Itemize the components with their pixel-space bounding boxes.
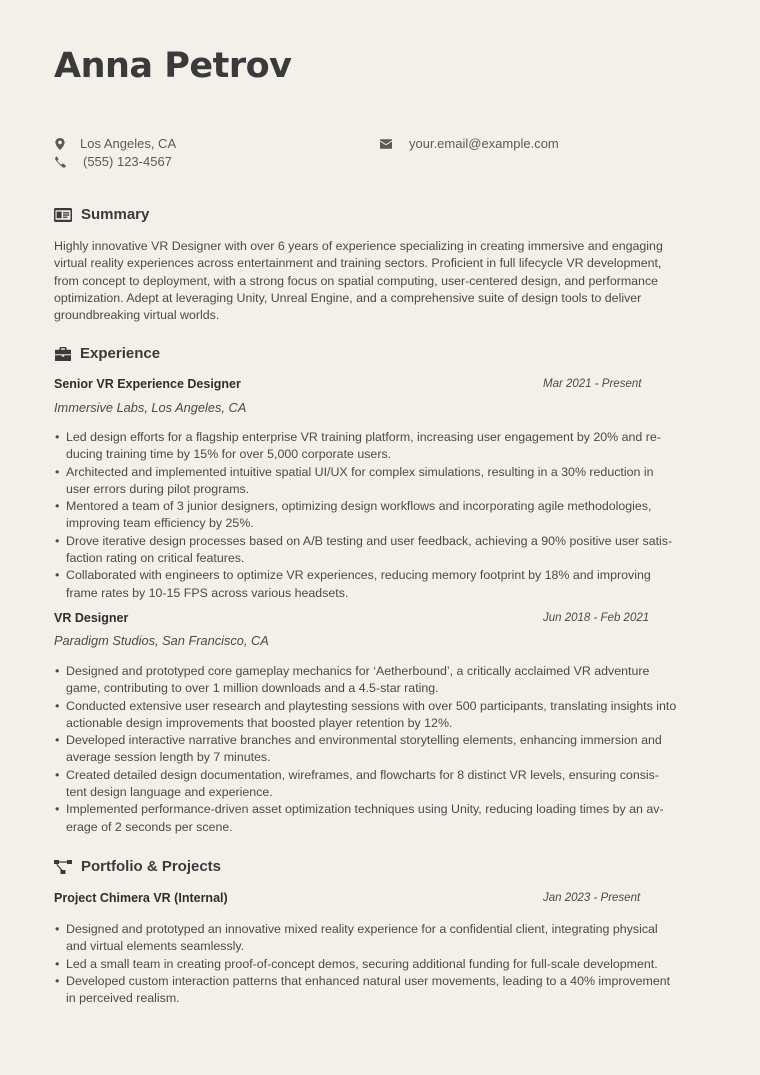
portfolio-heading — [54, 858, 221, 875]
list-item: • Developed custom interaction patterns that enhanced natural user movements, leading to a 40% improvement in perceived realism. — [54, 973, 710, 1008]
summary-text — [54, 238, 704, 324]
summary-heading — [54, 206, 149, 223]
diagram-nodes-icon — [54, 860, 81, 874]
project-bullets — [54, 921, 710, 1007]
list-item: • Architected and implemented intuitive spatial UI/UX for complex simulations, resulting in a 30% reduction in user errors during pilot programs. — [54, 464, 710, 499]
experience-heading — [54, 345, 160, 362]
list-item: • Designed and prototyped an innovative mixed reality experience for a confidential client, integrating physical and virtual elements seamlessly. — [54, 921, 710, 956]
contact-phone — [54, 154, 172, 169]
project-date: Jan 2023 - Present — [543, 892, 641, 904]
job-date: Jun 2018 - Feb 2021 — [543, 612, 650, 624]
summary-line: groundbreaking virtual worlds. — [54, 308, 220, 323]
summary-line: optimization. Adept at leveraging Unity, Unreal Engine, and a comprehensive suite of design tools to deliver — [54, 290, 642, 305]
list-item: • Collaborated with engineers to optimize VR experiences, reducing memory footprint by 18% and improving frame rates by 10-15 FPS across various headsets. — [54, 567, 710, 602]
list-item: • Implemented performance-driven asset optimization techniques using Unity, reducing loading times by an av- erage of 2 seconds per scene. — [54, 801, 710, 836]
list-item: • Led design efforts for a flagship enterprise VR training platform, increasing user engagement by 20% and re- ducing training time by 15% for over 5,000 corporate users. — [54, 429, 710, 464]
portfolio-title: Portfolio & Projects — [81, 858, 222, 875]
summary-line: from concept to deployment, with a strong focus on spatial computing, user-centered design, and performance — [54, 273, 659, 288]
contact-location — [54, 136, 176, 151]
experience-title: Experience — [80, 345, 161, 362]
list-item: • Drove iterative design processes based on A/B testing and user feedback, achieving a 90% positive user satis- faction rating on critical features. — [54, 533, 710, 568]
list-item: • Designed and prototyped core gameplay mechanics for ‘Aetherbound’, a critically acclaimed VR adventure game, contributing to over 1 million downloads and a 4.5-star rating. — [54, 663, 710, 698]
project-title: Project Chimera VR (Internal) — [54, 891, 228, 905]
contact-email — [380, 136, 559, 151]
location-text: Los Angeles, CA — [80, 136, 177, 151]
job-bullets — [54, 429, 710, 602]
list-item: • Mentored a team of 3 junior designers, optimizing design workflows and incorporating agile methodologies, improving team efficiency by 25%. — [54, 498, 710, 533]
job-title: Senior VR Experience Designer — [54, 377, 241, 391]
briefcase-icon — [54, 347, 80, 361]
list-item: • Developed interactive narrative branches and environmental storytelling elements, enhancing immersion and average session length by 7 minutes. — [54, 732, 710, 767]
summary-title: Summary — [81, 206, 150, 223]
summary-line: Highly innovative VR Designer with over 6 years of experience specializing in creating immersive and engaging — [54, 239, 663, 253]
job-bullets — [54, 663, 710, 836]
job-company: Immersive Labs, Los Angeles, CA — [54, 400, 247, 415]
location-pin-icon — [54, 138, 80, 150]
list-item: • Created detailed design documentation, wireframes, and flowcharts for 8 distinct VR levels, ensuring consis- tent design language and experience. — [54, 767, 710, 802]
list-item: • Led a small team in creating proof-of-concept demos, securing additional funding for full-scale development. — [54, 956, 710, 973]
summary-line: virtual reality experiences across entertainment and training sectors. Proficient in full lifecycle VR development, — [54, 256, 662, 271]
candidate-name: Anna Petrov — [54, 46, 292, 86]
phone-text: (555) 123-4567 — [83, 154, 172, 169]
job-date: Mar 2021 - Present — [543, 378, 642, 390]
job-title: VR Designer — [54, 611, 129, 625]
list-item: • Conducted extensive user research and playtesting sessions with over 500 participants, translating insights into actionable design improvements that boosted player retention by 12%. — [54, 698, 710, 733]
phone-icon — [54, 156, 83, 168]
id-card-icon — [54, 208, 81, 222]
email-text: your.email@example.com — [409, 136, 559, 151]
envelope-icon — [380, 138, 409, 150]
job-company: Paradigm Studios, San Francisco, CA — [54, 633, 269, 648]
